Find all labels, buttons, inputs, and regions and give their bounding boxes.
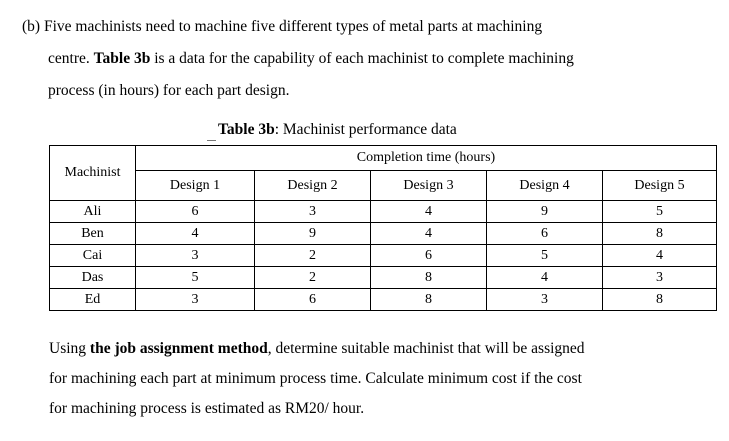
table-cell: 2 xyxy=(255,267,371,289)
table-cell: 9 xyxy=(487,201,603,223)
table-cell: 3 xyxy=(136,289,255,311)
design-3-header: Design 3 xyxy=(371,171,487,201)
table-cell: 8 xyxy=(603,223,717,245)
caption-underline-mark xyxy=(207,140,216,141)
table-cell: 3 xyxy=(487,289,603,311)
task-line-3: for machining process is estimated as RM20/ hour. xyxy=(49,400,365,417)
table-cell: 6 xyxy=(255,289,371,311)
table-row xyxy=(50,223,717,245)
task-instructions xyxy=(49,334,719,424)
intro-line-2: centre. Table 3b is a data for the capability of each machinist to complete machining xyxy=(48,50,574,67)
table-cell: 8 xyxy=(371,267,487,289)
table-row xyxy=(50,289,717,311)
table-row xyxy=(50,267,717,289)
table-cell: 5 xyxy=(487,245,603,267)
machinist-performance-table xyxy=(49,145,717,311)
intro-line-1: (b) Five machinists need to machine five different types of metal parts at machining xyxy=(22,18,543,35)
table-row xyxy=(50,201,717,223)
table-cell: 5 xyxy=(603,201,717,223)
table-row xyxy=(50,245,717,267)
table-cell: 8 xyxy=(603,289,717,311)
completion-time-header: Completion time (hours) xyxy=(136,146,717,171)
table-cell: 6 xyxy=(136,201,255,223)
table-caption: Table 3b: Machinist performance data xyxy=(218,121,457,138)
machinist-column-header: Machinist xyxy=(50,146,136,201)
machinist-name: Ben xyxy=(50,223,136,245)
table-cell: 8 xyxy=(371,289,487,311)
table-cell: 6 xyxy=(371,245,487,267)
method-name: the job assignment method xyxy=(89,340,268,357)
table-cell: 9 xyxy=(255,223,371,245)
machinist-name: Ali xyxy=(50,201,136,223)
intro-line-3: process (in hours) for each part design. xyxy=(48,82,290,99)
task-line-2: for machining each part at minimum process time. Calculate minimum cost if the cost xyxy=(49,370,582,387)
machinist-name: Cai xyxy=(50,245,136,267)
machinist-name: Das xyxy=(50,267,136,289)
table-cell: 4 xyxy=(371,223,487,245)
table-cell: 6 xyxy=(487,223,603,245)
machinist-name: Ed xyxy=(50,289,136,311)
design-5-header: Design 5 xyxy=(603,171,717,201)
design-header-row xyxy=(50,171,717,201)
table-cell: 4 xyxy=(371,201,487,223)
table-cell: 5 xyxy=(136,267,255,289)
table-cell: 3 xyxy=(255,201,371,223)
table-cell: 4 xyxy=(136,223,255,245)
question-intro xyxy=(22,11,722,107)
question-label: (b) xyxy=(22,18,41,35)
design-2-header: Design 2 xyxy=(255,171,371,201)
table-cell: 2 xyxy=(255,245,371,267)
table-cell: 3 xyxy=(603,267,717,289)
table-cell: 4 xyxy=(487,267,603,289)
design-4-header: Design 4 xyxy=(487,171,603,201)
table-reference: Table 3b xyxy=(93,50,151,67)
task-line-1: Using the job assignment method, determine suitable machinist that will be assigned xyxy=(49,340,585,357)
table-cell: 4 xyxy=(603,245,717,267)
table-cell: 3 xyxy=(136,245,255,267)
design-1-header: Design 1 xyxy=(136,171,255,201)
